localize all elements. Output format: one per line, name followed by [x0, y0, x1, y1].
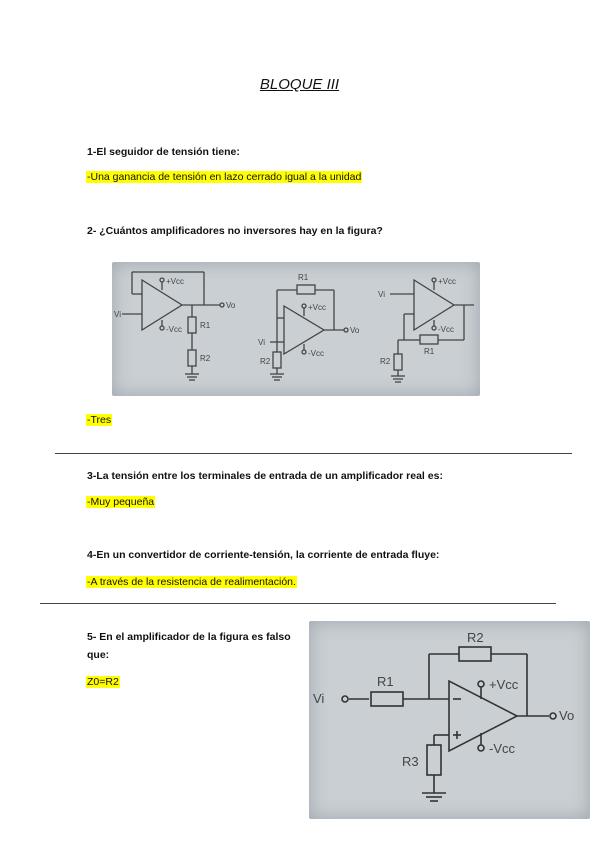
- fig2-vcc-neg-label: -Vcc: [489, 741, 515, 756]
- fig1b-r1-label: R1: [298, 273, 309, 282]
- answer-5: Z0=R2: [87, 676, 119, 688]
- fig2-vo-label: Vo: [559, 708, 575, 723]
- answer-1: -Una ganancia de tensión en lazo cerrado igual a la unidad: [87, 171, 362, 183]
- question-1: 1-El seguidor de tensión tiene:: [87, 146, 240, 158]
- fig1b-vcc-pos-label: +Vcc: [308, 303, 327, 312]
- fig2-r2-label: R2: [467, 630, 484, 645]
- three-amplifiers-diagram: [112, 262, 480, 396]
- fig1c-r2-label: R2: [380, 357, 391, 366]
- question-3: 3-La tensión entre los terminales de entrada de un amplificador real es:: [87, 470, 443, 482]
- fig1b-vcc-neg-label: -Vcc: [308, 349, 324, 358]
- page-title: BLOQUE III: [259, 76, 340, 93]
- fig1b-vi-label: Vi: [258, 338, 265, 347]
- fig1a-vo-label: Vo: [226, 301, 236, 310]
- fig2-r3-label: R3: [402, 754, 419, 769]
- fig2-vi-label: Vi: [313, 691, 325, 706]
- fig1c-vi-label: Vi: [378, 290, 385, 299]
- fig1c-r1-label: R1: [424, 347, 435, 356]
- fig1c-vcc-pos-label: +Vcc: [438, 277, 457, 286]
- fig1c-vcc-neg-label: -Vcc: [438, 325, 454, 334]
- fig1a-r2-label: R2: [200, 354, 211, 363]
- answer-3: -Muy pequeña: [87, 496, 155, 508]
- fig1a-r1-label: R1: [200, 321, 211, 330]
- answer-2: -Tres: [87, 414, 112, 426]
- question-2: 2- ¿Cuántos amplificadores no inversores hay en la figura?: [87, 225, 383, 237]
- fig1a-vcc-neg-label: -Vcc: [166, 325, 182, 334]
- figure-inverting-amplifier: [309, 621, 590, 819]
- inverting-amplifier-diagram: [309, 621, 590, 819]
- fig1b-vo-label: Vo: [350, 326, 360, 335]
- question-5-line-2: que:: [87, 649, 110, 661]
- answer-4: -A través de la resistencia de realimentación.: [87, 576, 296, 588]
- fig2-r1-label: R1: [377, 674, 394, 689]
- question-4: 4-En un convertidor de corriente-tensión, la corriente de entrada fluye:: [87, 549, 440, 561]
- question-5-line-1: 5- En el amplificador de la figura es falso: [87, 631, 291, 643]
- fig2-vcc-pos-label: +Vcc: [489, 677, 519, 692]
- divider-1: [55, 453, 572, 454]
- figure-three-amplifiers: [112, 262, 480, 396]
- divider-2: [40, 603, 556, 604]
- fig1a-vcc-pos-label: +Vcc: [166, 277, 185, 286]
- fig1b-r2-label: R2: [260, 357, 271, 366]
- fig1a-vi-label: Vi: [114, 310, 121, 319]
